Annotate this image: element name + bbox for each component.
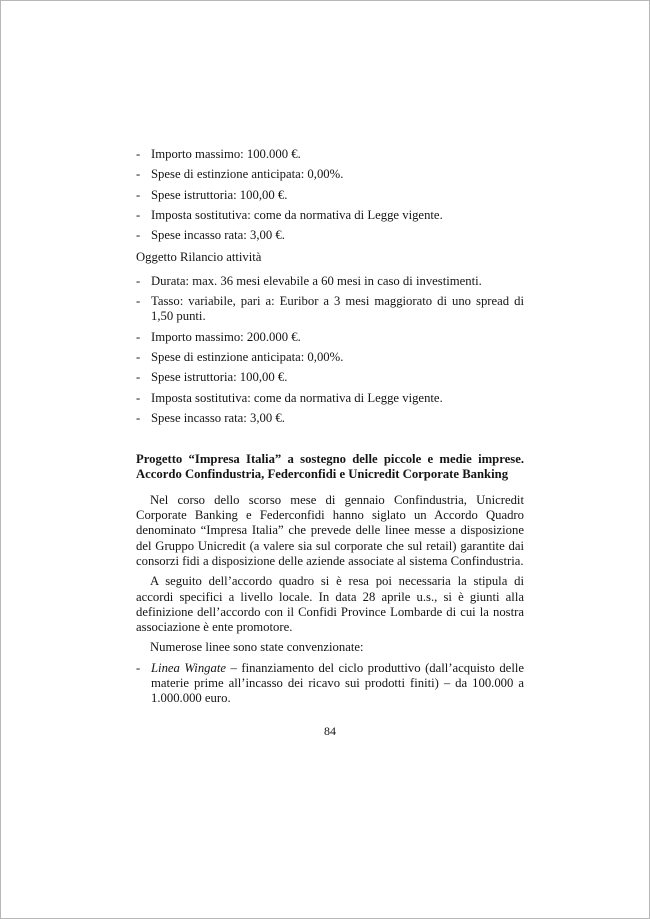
list-item [136,391,524,406]
terms-list-2 [136,274,524,426]
list-item [136,228,524,243]
linea-wingate-label: Linea Wingate [151,660,227,675]
list-dash: - [136,273,141,288]
paragraph: Numerose linee sono state convenzionate: [150,640,364,655]
list-dash: - [136,390,141,405]
list-item-text: Spese incasso rata: 3,00 €. [151,410,285,425]
list-dash: - [136,329,141,344]
list-dash: - [136,370,141,385]
list-item-text: Importo massimo: 100.000 €. [151,147,301,161]
list-item [136,350,524,365]
list-item-text: Imposta sostitutiva: come da normativa di Legge vigente. [151,390,443,405]
list-item-text: Durata: max. 36 mesi elevabile a 60 mesi in caso di investimenti. [151,273,482,288]
list-item [136,370,524,385]
list-dash: - [136,228,141,243]
list-item [136,330,524,345]
list-item-text: Spese di estinzione anticipata: 0,00%. [151,167,344,182]
list-item-text: Importo massimo: 200.000 €. [151,329,301,344]
list-item-text: Spese istruttoria: 100,00 €. [151,187,288,202]
list-item [136,208,524,223]
list-item-text: Imposta sostitutiva: come da normativa di Legge vigente. [151,207,443,222]
list-dash: - [136,187,141,202]
list-item-text: Tasso: variabile, pari a: Euribor a 3 mesi maggiorato di uno spread di 1,50 punti. [151,294,524,324]
list-item-text: Spese incasso rata: 3,00 €. [151,228,285,243]
list-item [136,188,524,203]
list-dash: - [136,207,141,222]
terms-list-1 [136,147,524,243]
linea-wingate-description: – finanziamento del ciclo produttivo (dall’acquisto delle materie prime all’incasso dei ricavo sui prodotti finiti) – da 100.000 a 1.000.000 euro. [151,660,524,706]
list-item-text [151,661,524,707]
list-item-text: Spese istruttoria: 100,00 €. [151,370,288,385]
list-item [136,274,524,289]
list-item [136,294,524,325]
page-number: 84 [324,723,336,738]
section-heading: Progetto “Impresa Italia” a sostegno delle piccole e medie imprese. Accordo Confindustria, Federconfidi e Unicredit Corporate Banking [136,452,524,482]
list-item [136,411,524,426]
list-dash: - [136,147,141,161]
paragraph: A seguito dell’accordo quadro si è resa poi necessaria la stipula di accordi specifici a livello locale. In data 28 aprile u.s., si è giunti alla definizione dell’accordo con il Confidi Province Lombarde di cui la nostra associazione è ente promotore. [136,574,524,635]
list-dash: - [136,167,141,182]
list-item-linea-wingate [136,661,524,707]
list-dash: - [136,410,141,425]
list-item [136,147,524,162]
list-dash: - [136,660,141,675]
page-content [136,147,524,739]
list-dash: - [136,294,141,309]
paragraph: Nel corso dello scorso mese di gennaio Confindustria, Unicredit Corporate Banking e Federconfidi hanno siglato un Accordo Quadro denominato “Impresa Italia” che prevede delle linee messe a disposizione del Gruppo Unicredit (a valere sia sul corporate che sul retail) garantite dai consorzi fidi a disposizione delle aziende associate al sistema Confindustria. [136,492,524,568]
list-item-text: Spese di estinzione anticipata: 0,00%. [151,349,344,364]
subheading-oggetto: Oggetto Rilancio attività [136,250,262,265]
list-dash: - [136,349,141,364]
list-item [136,167,524,182]
